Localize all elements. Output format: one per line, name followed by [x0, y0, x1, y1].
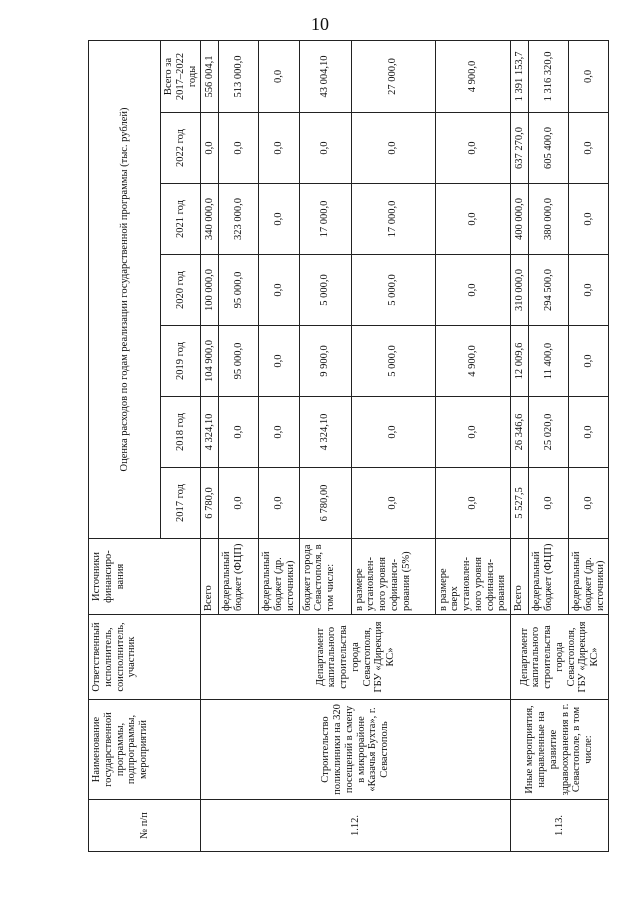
- page-number: 10: [311, 14, 329, 34]
- value-cell: 0,0: [569, 255, 609, 326]
- value-cell: 0,0: [569, 326, 609, 397]
- header-year-2020: 2020 год: [161, 255, 201, 326]
- budget-table-sheet: [88, 40, 606, 852]
- value-cell: 43 004,10: [299, 40, 351, 112]
- value-cell: 6 780,0: [201, 468, 219, 539]
- value-cell: 556 004,1: [201, 40, 219, 112]
- value-cell: 17 000,0: [299, 184, 351, 255]
- value-cell: 605 400,0: [529, 113, 569, 184]
- source-cell: федеральный бюджет (др. источники): [569, 539, 609, 615]
- value-cell: 513 000,0: [219, 40, 259, 112]
- value-cell: 1 391 153,7: [511, 40, 529, 112]
- value-cell: 0,0: [299, 113, 351, 184]
- value-cell: 95 000,0: [219, 255, 259, 326]
- value-cell: 0,0: [569, 40, 609, 112]
- source-cell: федеральный бюджет (др. источники): [259, 539, 299, 615]
- value-cell: 25 020,0: [529, 397, 569, 468]
- value-cell: 294 500,0: [529, 255, 569, 326]
- value-cell: 637 270,0: [511, 113, 529, 184]
- value-cell: 9 900,0: [299, 326, 351, 397]
- value-cell: 0,0: [259, 397, 299, 468]
- row-number: 1.13.: [511, 800, 609, 852]
- value-cell: 4 324,10: [201, 397, 219, 468]
- row-responsible: Департамент капитального строительства города Севастополя, ГБУ «Дирекция КС»: [201, 615, 511, 700]
- header-year-2019: 2019 год: [161, 326, 201, 397]
- source-cell: Всего: [201, 539, 219, 615]
- value-cell: 0,0: [435, 184, 511, 255]
- header-year-2021: 2021 год: [161, 184, 201, 255]
- value-cell: 380 000,0: [529, 184, 569, 255]
- source-cell: бюджет города Севастополя, в том числе:: [299, 539, 351, 615]
- value-cell: 0,0: [569, 397, 609, 468]
- value-cell: 0,0: [219, 397, 259, 468]
- header-year-2022: 2022 год: [161, 113, 201, 184]
- row-number: 1.12.: [201, 800, 511, 852]
- value-cell: 95 000,0: [219, 326, 259, 397]
- value-cell: 0,0: [259, 255, 299, 326]
- value-cell: 0,0: [259, 184, 299, 255]
- source-cell: федеральный бюджет (ФЦП): [529, 539, 569, 615]
- value-cell: 0,0: [435, 468, 511, 539]
- value-cell: 4 900,0: [435, 40, 511, 112]
- value-cell: 0,0: [351, 468, 435, 539]
- value-cell: 400 000,0: [511, 184, 529, 255]
- source-cell: федеральный бюджет (ФЦП): [219, 539, 259, 615]
- value-cell: 0,0: [569, 113, 609, 184]
- value-cell: 323 000,0: [219, 184, 259, 255]
- row-name: Иные мероприятия, направленные на развитие здравоохранения в г. Севастополе, в том числе:: [511, 700, 609, 800]
- value-cell: 11 400,0: [529, 326, 569, 397]
- value-cell: 0,0: [259, 40, 299, 112]
- value-cell: 0,0: [529, 468, 569, 539]
- row-responsible: Департамент капитального строительства города Севастополя, ГБУ «Дирекция КС»: [511, 615, 609, 700]
- value-cell: 310 000,0: [511, 255, 529, 326]
- value-cell: 0,0: [435, 397, 511, 468]
- header-source: Источники финансиро- вания: [89, 539, 201, 615]
- value-cell: 17 000,0: [351, 184, 435, 255]
- header-estimate: Оценка расходов по годам реализации государственной программы (тыс. рублей): [89, 40, 161, 538]
- value-cell: 340 000,0: [201, 184, 219, 255]
- value-cell: 0,0: [351, 113, 435, 184]
- value-cell: 5 000,0: [299, 255, 351, 326]
- value-cell: 0,0: [351, 397, 435, 468]
- row-name: Строительство поликлиники на 320 посещений в смену в микрорайоне «Казачья Бухта», г. Севастополь: [201, 700, 511, 800]
- source-cell: в размере сверх установлен- ного уровня софинанси- рования: [435, 539, 511, 615]
- value-cell: 27 000,0: [351, 40, 435, 112]
- value-cell: 104 900,0: [201, 326, 219, 397]
- table-row: [511, 40, 529, 851]
- header-num: № п/п: [89, 800, 201, 852]
- value-cell: 0,0: [569, 184, 609, 255]
- value-cell: 5 000,0: [351, 255, 435, 326]
- header-total: Всего за 2017–2022 годы: [161, 40, 201, 112]
- value-cell: 0,0: [435, 113, 511, 184]
- value-cell: 0,0: [259, 326, 299, 397]
- value-cell: 26 346,6: [511, 397, 529, 468]
- value-cell: 5 000,0: [351, 326, 435, 397]
- header-responsible: Ответственный исполнитель, соисполнитель, участник: [89, 615, 201, 700]
- value-cell: 0,0: [259, 113, 299, 184]
- value-cell: 0,0: [219, 113, 259, 184]
- value-cell: 0,0: [219, 468, 259, 539]
- value-cell: 0,0: [259, 468, 299, 539]
- value-cell: 4 900,0: [435, 326, 511, 397]
- header-name: Наименование государственной программы, подпрограммы, мероприятий: [89, 700, 201, 800]
- value-cell: 100 000,0: [201, 255, 219, 326]
- source-cell: Всего: [511, 539, 529, 615]
- value-cell: 0,0: [569, 468, 609, 539]
- table-row: [201, 40, 219, 851]
- source-cell: в размере установлен- ного уровня софинанси- рования (5%): [351, 539, 435, 615]
- value-cell: 5 527,5: [511, 468, 529, 539]
- rotated-table-wrapper: [88, 40, 606, 852]
- value-cell: 6 780,00: [299, 468, 351, 539]
- value-cell: 4 324,10: [299, 397, 351, 468]
- value-cell: 12 009,6: [511, 326, 529, 397]
- value-cell: 0,0: [201, 113, 219, 184]
- header-year-2017: 2017 год: [161, 468, 201, 539]
- header-year-2018: 2018 год: [161, 397, 201, 468]
- value-cell: 1 316 320,0: [529, 40, 569, 112]
- budget-table: [88, 40, 609, 852]
- value-cell: 0,0: [435, 255, 511, 326]
